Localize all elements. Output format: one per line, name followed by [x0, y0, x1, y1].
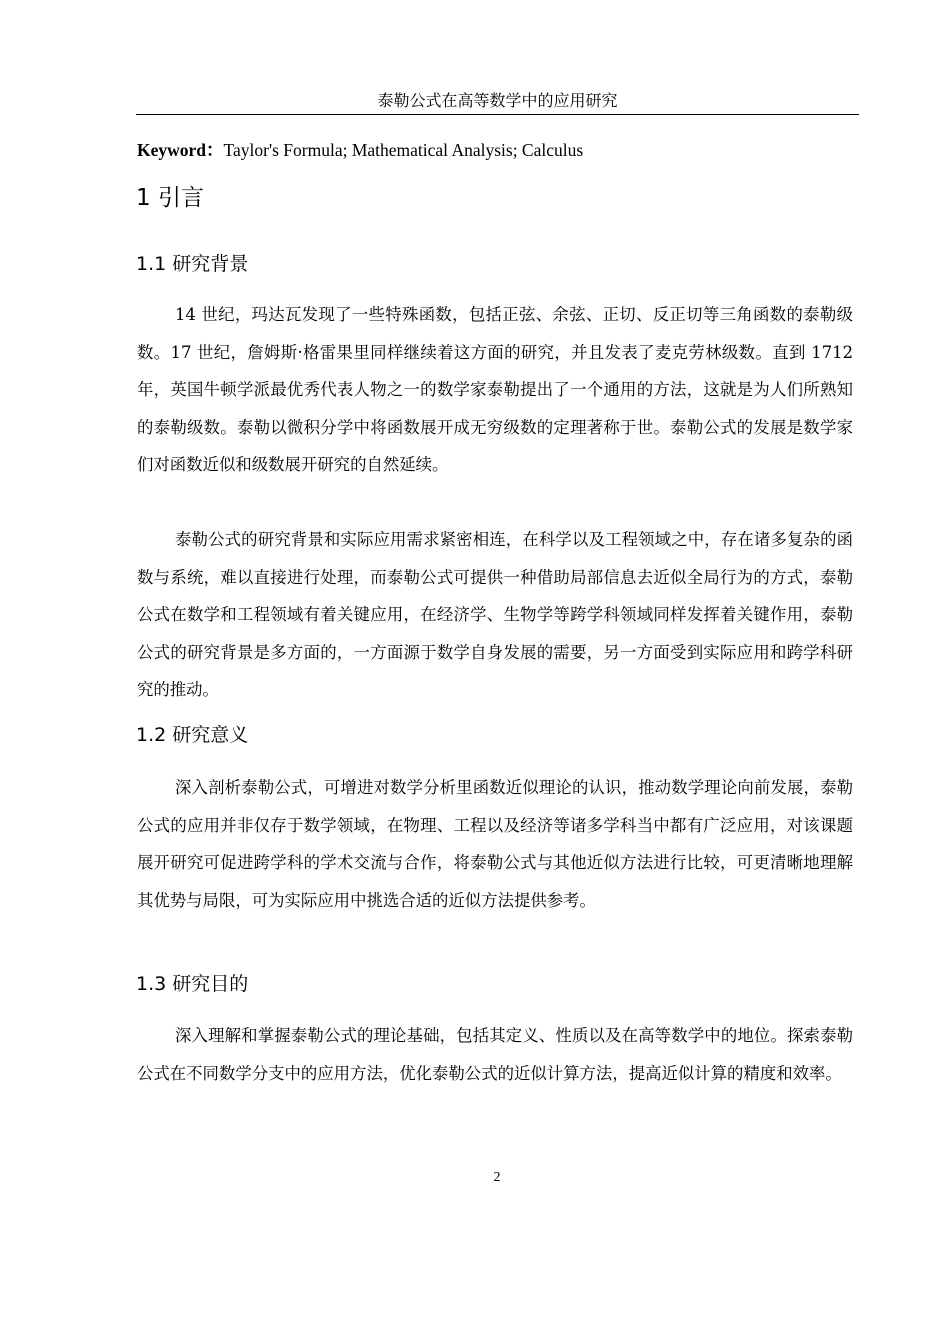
paragraph-background-1: 14 世纪，玛达瓦发现了一些特殊函数，包括正弦、余弦、正切、反正切等三角函数的泰勒级数。17 世纪，詹姆斯·格雷果里同样继续着这方面的研究，并且发表了麦克劳林级数。直到 1712 年，英国牛顿学派最优秀代表人物之一的数学家泰勒提出了一个通用的方法，这就是为人们所熟知的泰勒级数。泰勒以微积分学中将函数展开成无穷级数的定理著称于世。泰勒公式的发展是数学家们对函数近似和级数展开研究的自然延续。	[137, 305, 853, 474]
paragraph-background-2: 泰勒公式的研究背景和实际应用需求紧密相连，在科学以及工程领域之中，存在诸多复杂的函数与系统，难以直接进行处理，而泰勒公式可提供一种借助局部信息去近似全局行为的方式，泰勒公式在数学和工程领域有着关键应用，在经济学、生物学等跨学科领域同样发挥着关键作用，泰勒公式的研究背景是多方面的，一方面源于数学自身发展的需要，另一方面受到实际应用和跨学科研究的推动。	[137, 530, 853, 699]
keywords-line	[137, 137, 859, 163]
running-header: 泰勒公式在高等数学中的应用研究	[136, 88, 859, 115]
page-number: 2	[493, 1170, 501, 1185]
keywords-label: Keyword：	[137, 140, 224, 160]
section-heading-introduction: 1 引言	[136, 185, 204, 211]
paragraph-significance-1: 深入剖析泰勒公式，可增进对数学分析里函数近似理论的认识，推动数学理论向前发展，泰勒公式的应用并非仅存于数学领域，在物理、工程以及经济等诸多学科当中都有广泛应用，对该课题展开研究可促进跨学科的学术交流与合作，将泰勒公式与其他近似方法进行比较，可更清晰地理解其优势与局限，可为实际应用中挑选合适的近似方法提供参考。	[137, 778, 853, 910]
section-heading-purpose: 1.3 研究目的	[136, 973, 249, 995]
section-heading-significance: 1.2 研究意义	[136, 724, 249, 746]
section-heading-background: 1.1 研究背景	[136, 253, 249, 275]
paragraph-purpose-1: 深入理解和掌握泰勒公式的理论基础，包括其定义、性质以及在高等数学中的地位。探索泰勒公式在不同数学分支中的应用方法，优化泰勒公式的近似计算方法，提高近似计算的精度和效率。	[137, 1026, 853, 1083]
keywords-text: Taylor's Formula; Mathematical Analysis; Calculus	[223, 140, 584, 160]
